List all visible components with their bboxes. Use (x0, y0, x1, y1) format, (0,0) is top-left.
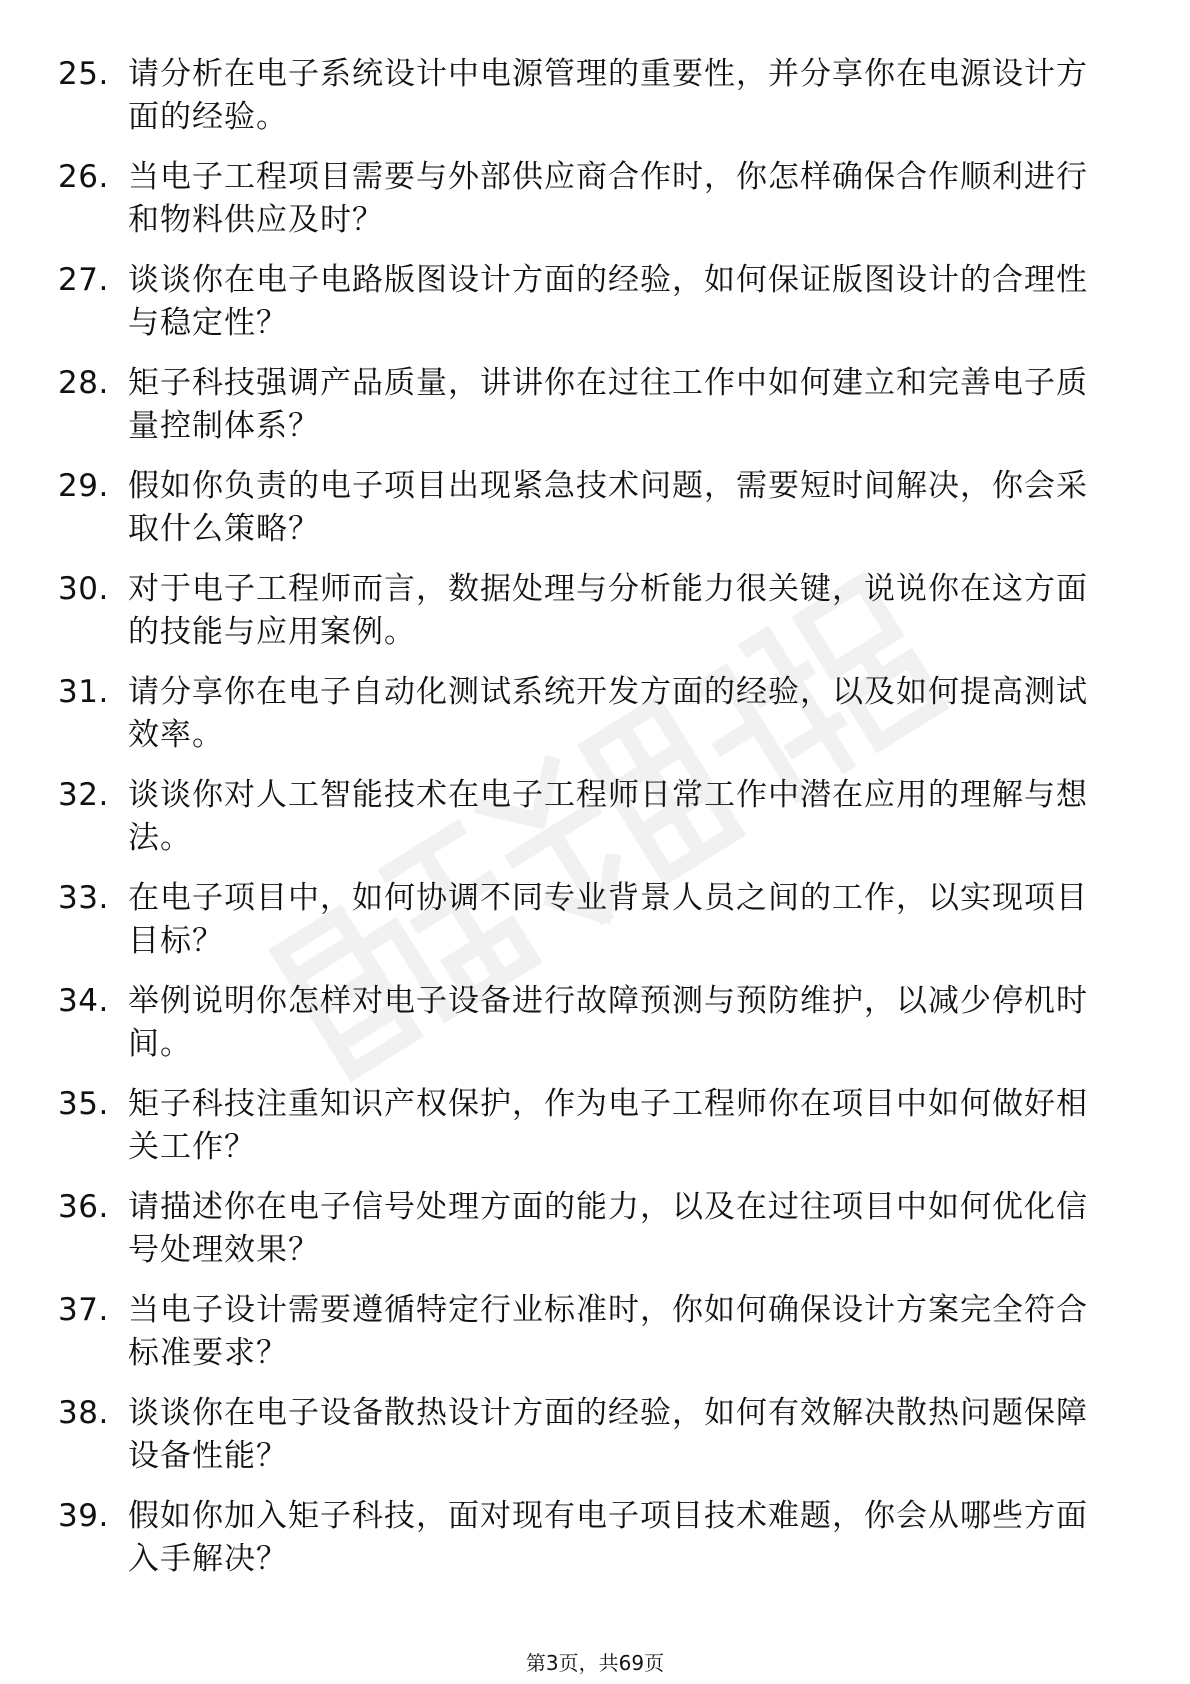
question-number: 30. (58, 571, 109, 607)
question-text: 谈谈你对人工智能技术在电子工程师日常工作中潜在应用的理解与想法。 (128, 777, 1088, 856)
question-text: 矩子科技强调产品质量，讲讲你在过往工作中如何建立和完善电子质量控制体系？ (128, 365, 1088, 444)
question-text: 假如你负责的电子项目出现紧急技术问题，需要短时间解决，你会采取什么策略？ (128, 468, 1088, 547)
question-list (58, 53, 1108, 1598)
question-item (58, 1392, 1108, 1495)
question-number: 38. (58, 1395, 109, 1431)
question-text: 在电子项目中，如何协调不同专业背景人员之间的工作，以实现项目目标？ (128, 880, 1088, 959)
question-text: 请分析在电子系统设计中电源管理的重要性，并分享你在电源设计方面的经验。 (128, 56, 1088, 135)
question-number: 33. (58, 880, 109, 916)
question-item (58, 671, 1108, 774)
question-item (58, 1186, 1108, 1289)
question-number: 35. (58, 1086, 109, 1122)
question-text: 假如你加入矩子科技，面对现有电子项目技术难题，你会从哪些方面入手解决？ (128, 1498, 1088, 1577)
question-number: 25. (58, 56, 109, 92)
question-text: 矩子科技注重知识产权保护，作为电子工程师你在项目中如何做好相关工作？ (128, 1086, 1088, 1165)
question-item (58, 465, 1108, 568)
question-item (58, 1083, 1108, 1186)
question-text: 举例说明你怎样对电子设备进行故障预测与预防维护，以减少停机时间。 (128, 983, 1088, 1062)
question-item (58, 877, 1108, 980)
question-item (58, 259, 1108, 362)
question-text: 谈谈你在电子设备散热设计方面的经验，如何有效解决散热问题保障设备性能？ (128, 1395, 1088, 1474)
question-number: 34. (58, 983, 109, 1019)
question-number: 27. (58, 262, 109, 298)
question-text: 当电子设计需要遵循特定行业标准时，你如何确保设计方案完全符合标准要求？ (128, 1292, 1088, 1371)
question-number: 28. (58, 365, 109, 401)
question-item (58, 362, 1108, 465)
question-text: 请分享你在电子自动化测试系统开发方面的经验，以及如何提高测试效率。 (128, 674, 1088, 753)
question-item (58, 1289, 1108, 1392)
question-text: 当电子工程项目需要与外部供应商合作时，你怎样确保合作顺利进行和物料供应及时？ (128, 159, 1088, 238)
question-item (58, 53, 1108, 156)
question-number: 29. (58, 468, 109, 504)
question-text: 对于电子工程师而言，数据处理与分析能力很关键，说说你在这方面的技能与应用案例。 (128, 571, 1088, 650)
page-footer (0, 1651, 1190, 1675)
question-number: 26. (58, 159, 109, 195)
question-text: 请描述你在电子信号处理方面的能力，以及在过往项目中如何优化信号处理效果？ (128, 1189, 1088, 1268)
question-number: 36. (58, 1189, 109, 1225)
question-number: 32. (58, 777, 109, 813)
question-item (58, 774, 1108, 877)
question-number: 37. (58, 1292, 109, 1328)
question-number: 31. (58, 674, 109, 710)
question-item (58, 568, 1108, 671)
question-item (58, 980, 1108, 1083)
question-item (58, 156, 1108, 259)
page-number-label: 第3页，共69页 (525, 1651, 665, 1675)
question-number: 39. (58, 1498, 109, 1534)
question-text: 谈谈你在电子电路版图设计方面的经验，如何保证版图设计的合理性与稳定性？ (128, 262, 1088, 341)
question-item (58, 1495, 1108, 1598)
